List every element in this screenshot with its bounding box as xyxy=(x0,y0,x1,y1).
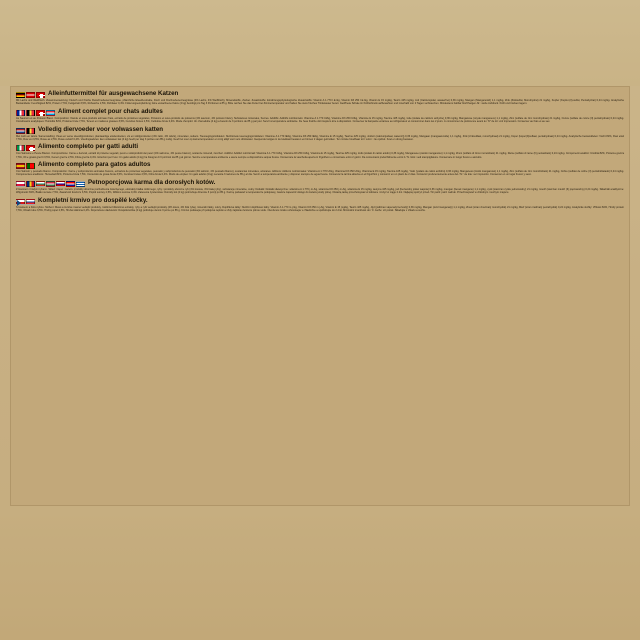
section-title-nl: Volledig diervoeder voor volwassen katten xyxy=(38,125,164,133)
section-pl xyxy=(16,180,624,195)
flag-france-icon xyxy=(16,110,25,116)
flag-germany-icon xyxy=(16,92,25,98)
section-es xyxy=(16,162,624,177)
flag-slovakia-icon xyxy=(26,199,35,205)
section-title-es: Alimento completo para gatos adultos xyxy=(38,161,151,168)
section-de xyxy=(16,91,624,106)
flag-group-fr xyxy=(16,109,55,116)
section-nl xyxy=(16,127,624,142)
flag-austria-icon xyxy=(26,92,35,98)
section-body-it: Con Salmone e Pesce Bianco. Composizione: Carne e derivati, estratti di proteine vegetali, pesci e sottoprodotti dei pesci (4% salmone, 4% pesce bianco), sostanze minerali, zuccheri. Additivi: Additivi nutrizionali: Vitamina A 1.770 UI/kg, Vitamina D3 250 UI/kg, Vitamina E 15 mg/kg, Taurina 425 mg/kg, Iodio (iodato di calcio anidro) 0,36 mg/kg, Manganese (ossido manganoso) 1,1 mg/kg, Zinco (solfato di zinco monoidrato) 21 mg/kg, Rame (solfato di rame (II) pentaidrato) 0,24 mg/kg. Componenti analitici: Umidità 82%, Proteina grezza 7,5%, Oli e grassi grezzi 3,5%, Ceneri grezze 2,5%, Fibra grezza 0,4%. Istruzioni per l'uso: Un gatto adulto (4 kg) ha bisogno di 3 porzioni da 85 g al giorno. Servire a temperatura ambiente e avere sempre a disposizione acqua fresca. Conservare la vaschetta aperta in frigorifero e consumare entro 2 giorni. Da consumarsi preferibilmente entro il / N. lotto: vedi stampigliatura. Conservare in luogo fresco e asciutto. xyxy=(16,152,624,159)
label-bottom-margin xyxy=(0,506,640,640)
flag-bulgaria-icon xyxy=(36,181,45,187)
section-title-fr: Aliment complet pour chats adultes xyxy=(58,107,163,115)
flag-poland-icon xyxy=(16,181,25,187)
flag-belgium-icon xyxy=(26,128,35,134)
flag-luxembourg-icon xyxy=(46,110,55,116)
section-body-pl: Z łososiem i białymi rybami. Skład: mięso i świeże produkty uboczne pochodzenia zwierzęcego, ekstrakty białka roślinnego, ryby i produkty uboczne ryb (4% łososia, 4% białej ryby), substancje mineralne, cukry. Dodatki: Dodatki dietetyczne: witamina A 1.770 j.m./kg, witamina D3 250 j.m./kg, witamina E 15 mg/kg, tauryna 425 mg/kg, jod (bezwodny jodan wapnia) 0,36 mg/kg, mangan (tlenek manganu) 1,1 mg/kg, cynk (siarczan cynku jednowodny) 21 mg/kg, miedź (siarczan miedzi (II) pięciowodny) 0,24 mg/kg. Składniki analityczne: Wilgotność 82%, Białko surowe 7,5%, Zawartość tłuszczu 3,5%, Popiół surowy 2,5%, Włókno surowe 0,4%. Zalecenia żywieniowe: Dorosły kot (4 kg) potrzebuje dziennie 3 porcji po 85 g. Karmę podawać w temperaturze pokojowej, zawsze zapewnić dostęp do świeżej wody pitnej. Otwartą tackę przechowywać w lodówce i zużyć w ciągu 2 dni. Najlepiej spożyć przed / Nr partii: patrz nadruk. Przechowywać w chłodnym i suchym miejscu. xyxy=(16,187,624,195)
section-body-de: Mit Lachs und Weißfisch. Zusammensetzung: Fleisch und frische Fleischnebenerzeugnisse, pflanzliche Eiweißextrakte, Fisch und Fischnebenerzeugnisse (4% Lachs, 4% Weißfisch), Mineralstoffe, Zucker. Zusatzstoffe: Ernährungsphysiologische Zusatzstoffe: Vitamin A 1.770 I.E./kg, Vitamin D3 250 I.E./kg, Vitamin E 15 mg/kg, Taurin 425 mg/kg, Jod (Calciumjodat, wasserfrei) 0,36 mg/kg, Mangan (Manganoxid) 1,1 mg/kg, Zink (Zinksulfat, Monohydrat) 21 mg/kg, Kupfer (Kupfer-(II)-sulfat, Pentahydrat) 0,24 mg/kg. Analytische Bestandteile: Feuchtigkeit 82%, Protein 7,5%, Fettgehalt 3,5%, Rohasche 2,5%, Rohfaser 0,4%. Fütterungsempfehlung: Eine erwachsene Katze (4 kg) benötigt pro Tag 3 Portionen à 85 g. Bitte reichen Sie das Futter bei Zimmertemperatur und halten Sie stets frisches Trinkwasser bereit. Geöffnete Schale im Kühlschrank aufbewahren und innerhalb von 2 Tagen verbrauchen. Mindestens haltbar bis/Chargen-Nr.: siehe Aufdruck. Kühl und trocken lagern. xyxy=(16,99,624,106)
section-body-fr: Au Saumon et au Poisson Blanc. Composition: Viande et sous-produits animaux frais, extraits de protéines végétales, Poissons et sous-produits de poissons (4% saumon, 4% poisson blanc), Substances minérales, Sucres. Additifs: Additifs nutritionnels: Vitamine A 1.770 UI/kg, Vitamine D3 250 UI/kg, Vitamine E 15 mg/kg, Taurine 425 mg/kg, Iode (iodate de calcium anhydre) 0,36 mg/kg, Manganèse (oxyde manganeux) 1,1 mg/kg, Zinc (sulfate de zinc monohydraté) 21 mg/kg, Cuivre (sulfate de cuivre (II) pentahydraté) 0,24 mg/kg. Constituants analytiques: Humidité 82%, Protéine brute 7,5%, Teneur en matières grasses 3,5%, Cendres brutes 2,5%, Cellulose brute 0,4%. Mode d'emploi: Un chat adulte (4 kg) a besoin de 3 portions de 85 g par jour. Servir à température ambiante. De l'eau fraîche doit toujours être à disposition. Conserver la barquette entamée au réfrigérateur et consommer dans les 2 jours. À consommer de préférence avant le / N° de lot: voir impression. Conserver au frais et au sec. xyxy=(16,116,624,124)
flag-slovenia-icon xyxy=(56,181,65,187)
flag-switzerland-icon xyxy=(26,145,35,151)
flag-portugal-icon xyxy=(26,163,35,169)
flag-group-cz xyxy=(16,198,35,205)
flag-group-es xyxy=(16,162,35,169)
section-body-nl: Met zalm en witvis. Samenstelling: Vlees en verse vleesbijproducten, plantaardige eiwitextracten, vis en visbijproducten (4% zalm, 4% witvis), mineralen, suikers. Toevoegingsmiddelen: Nutritionele toevoegingsmiddelen: Vitamine A 1.770 IE/kg, Vitamine D3 250 IE/kg, Vitamine E 15 mg/kg, Taurine 425 mg/kg, Jodium (calciumjodaat, watervrij) 0,36 mg/kg, Mangaan (mangaanoxide) 1,1 mg/kg, Zink (zinksulfaat, monohydraat) 21 mg/kg, Koper (koper(II)sulfaat, pentahydraat) 0,24 mg/kg. Analytische bestanddelen: Vocht 82%, Ruw eiwit 7,5%, Ruw vet 3,5%, Ruwe as 2,5%, Ruwe celstof 0,4%. Voedingsadvies: Een volwassen kat (4 kg) heeft per dag 3 porties van 85 g nodig. Geef het voer op kamertemperatuur en zorg altijd voor vers drinkwater. Geopende kuipjes in de koelkast bewaren en binnen 2 dagen gebruiken. Ten minste houdbaar tot / Lotnr.: zie opdruk. Koel en droog bewaren. xyxy=(16,134,624,141)
flag-italy-icon xyxy=(16,145,25,151)
multilingual-text-panel xyxy=(10,86,630,506)
section-body-es: Con Salmón y pescado blanco. Composición: Carne y subproductos animales frescos, extractos de proteínas vegetales, pescado y subproductos de pescado (4% salmón, 4% pescado blanco), sustancias minerales, azúcares. Aditivos: Aditivos nutricionales: Vitamina A 1.770 UI/kg, Vitamina D3 250 UI/kg, Vitamina E 15 mg/kg, Taurina 425 mg/kg, Yodo (yodato de calcio anhidro) 0,36 mg/kg, Manganeso (óxido manganoso) 1,1 mg/kg, Zinc (sulfato de zinc monohidrato) 21 mg/kg, Cobre (sulfato de cobre (II) pentahidratado) 0,24 mg/kg. Componentes analíticos: Humedad 82%, Proteína bruta 7,5%, Contenido de grasa bruta 3,5%, Cenizas brutas 2,5%, Fibra bruta 0,4%. Modo de empleo: Un gato adulto (4 kg) necesita 3 raciones de 85 g al día. Servir a temperatura ambiente y disponer siempre de agua fresca. Conservar la tarrina abierta en el frigorífico y consumir en un plazo de 2 días. Consumir preferentemente antes del / N.º de lote: ver impresión. Conservar en un lugar fresco y seco. xyxy=(16,170,624,177)
flag-group-pl xyxy=(16,180,85,187)
section-it xyxy=(16,144,624,159)
flag-czechia-icon xyxy=(16,199,25,205)
flag-group-nl xyxy=(16,127,35,134)
flag-croatia-icon xyxy=(66,181,75,187)
flag-hungary-icon xyxy=(46,181,55,187)
flag-belgium-icon xyxy=(26,110,35,116)
section-cz xyxy=(16,198,624,213)
label-top-margin xyxy=(0,0,640,86)
section-title-it: Alimento completo per gatti adulti xyxy=(38,143,139,151)
flag-spain-icon xyxy=(16,163,25,169)
flag-netherlands-icon xyxy=(16,128,25,134)
section-title-cz: Kompletní krmivo pro dospělé kočky. xyxy=(38,196,148,204)
section-fr xyxy=(16,109,624,124)
flag-switzerland-icon xyxy=(36,92,45,98)
section-title-de: Alleinfuttermittel für ausgewachsene Katzen xyxy=(48,90,179,97)
section-title-pl: Petnoporcjowa karma dla dorosłych kotów. xyxy=(88,178,216,186)
flag-group-it xyxy=(16,144,35,151)
flag-romania-icon xyxy=(26,181,35,187)
section-body-cz: S lososem a bílou rybou. Složení: Maso a čerstvé masné vedlejší produkty, rostlinné bílkovinné extrakty, ryby a rybí vedlejší produkty (4% losos, 4% bílá ryba), minerální látky, cukry. Doplňkové látky: Nutriční doplňkové látky: Vitamín A 1.770 m.j./kg, Vitamín D3 250 m.j./kg, Vitamín E 15 mg/kg, Taurin 425 mg/kg, Jód (jodičnan vápenatý bezvodý) 0,36 mg/kg, Mangan (oxid manganatý) 1,1 mg/kg, Zinek (síran zinečnatý monohydrát) 21 mg/kg, Měď (síran měďnatý pentahydrát) 0,24 mg/kg. Analytické složky: Vlhkost 82%, Hrubý protein 7,5%, Obsah tuku 3,5%, Hrubý popel 2,5%, Hrubá vláknina 0,4%. Doporučené dávkování: Dospělá kočka (4 kg) potřebuje denně 3 porce po 85 g. Krmivo podávejte při pokojové teplotě a vždy zajistěte čerstvou pitnou vodu. Otevřenou misku uchovávejte v chladničce a spotřebujte do 2 dnů. Minimální trvanlivost do / Č. šarže: viz potisk. Skladujte v chladu a suchu. xyxy=(16,205,624,212)
flag-group-de xyxy=(16,91,45,98)
flag-greece-icon xyxy=(76,181,85,187)
flag-switzerland-icon xyxy=(36,110,45,116)
